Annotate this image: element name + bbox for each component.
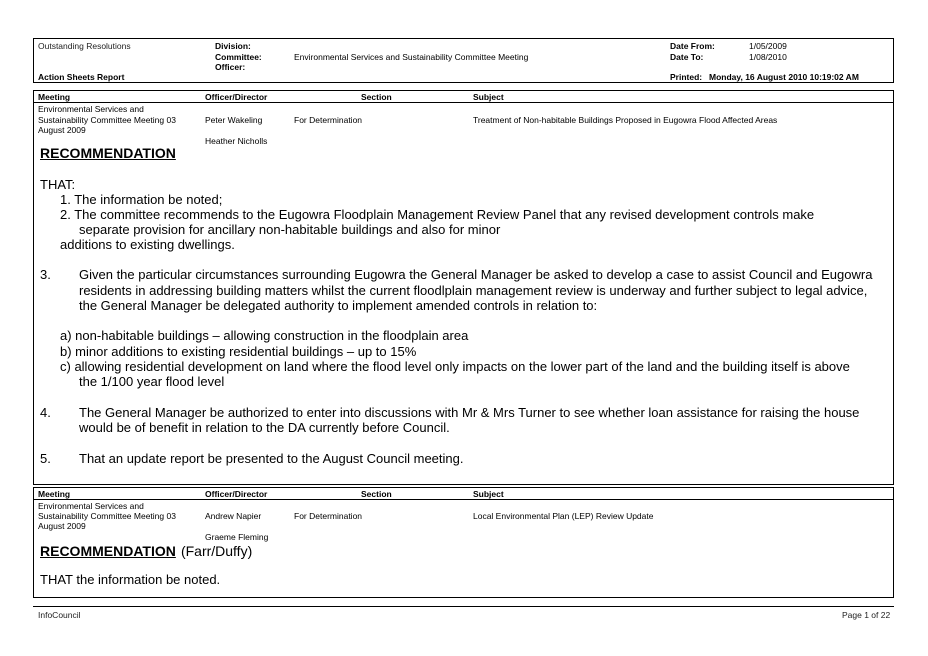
- col-section: Section: [361, 489, 392, 499]
- date-from-value: 1/05/2009: [749, 41, 787, 51]
- printed-value: Monday, 16 August 2010 10:19:02 AM: [709, 72, 859, 82]
- page-number: Page 1 of 22: [842, 610, 891, 620]
- subject-value: Treatment of Non-habitable Buildings Proposed in Eugowra Flood Affected Areas: [473, 115, 778, 125]
- body-line: That an update report be presented to the August Council meeting.: [79, 451, 464, 466]
- body-line: would be of benefit in relation to the DA currently before Council.: [79, 420, 450, 435]
- item-number: 4.: [40, 405, 51, 420]
- officer-name: Graeme Fleming: [205, 532, 269, 542]
- report-name: Outstanding Resolutions: [38, 41, 131, 51]
- col-officer: Officer/Director: [205, 489, 268, 499]
- column-header-row: [34, 488, 893, 500]
- division-label: Division:: [215, 41, 251, 51]
- col-subject: Subject: [473, 92, 504, 102]
- recommendation-movers: (Farr/Duffy): [180, 543, 253, 559]
- officer-name: Peter Wakeling: [205, 115, 263, 125]
- committee-label: Committee:: [215, 52, 262, 62]
- body-line: additions to existing dwellings.: [60, 237, 235, 252]
- body-line: the General Manager be delegated authority to implement amended controls in relation to:: [79, 298, 598, 313]
- item-number: 3.: [40, 267, 51, 282]
- meeting-line: August 2009: [38, 521, 86, 531]
- body-line: 2. The committee recommends to the Eugowra Floodplain Management Review Panel that any revised development controls make: [60, 207, 815, 222]
- officer-name: Andrew Napier: [205, 511, 262, 521]
- meeting-line: August 2009: [38, 125, 86, 135]
- meeting-line: Sustainability Committee Meeting 03: [38, 511, 176, 521]
- date-to-value: 1/08/2010: [749, 52, 787, 62]
- col-meeting: Meeting: [38, 489, 71, 499]
- footer-divider: [33, 606, 894, 607]
- officer-name: Heather Nicholls: [205, 136, 268, 146]
- column-header-row: [34, 91, 893, 103]
- body-line: separate provision for ancillary non-habitable buildings and also for minor: [79, 222, 501, 237]
- footer-left: InfoCouncil: [38, 610, 81, 620]
- report-type: Action Sheets Report: [38, 72, 125, 82]
- body-line: the 1/100 year flood level: [79, 374, 225, 389]
- col-section: Section: [361, 92, 392, 102]
- body-line: c) allowing residential development on land where the flood level only impacts on the lower part of the land and the building itself is above: [60, 359, 850, 374]
- recommendation-heading: RECOMMENDATION: [40, 145, 176, 161]
- recommendation-heading: RECOMMENDATION: [40, 543, 176, 559]
- body-line: 1. The information be noted;: [60, 192, 223, 207]
- section-value: For Determination: [294, 511, 363, 521]
- body-line: residents in addressing building matters whilst the current floodlplain management review is underway and further subject to legal advice,: [79, 283, 868, 298]
- body-line: b) minor additions to existing residential buildings – up to 15%: [60, 344, 417, 359]
- subject-value: Local Environmental Plan (LEP) Review Update: [473, 511, 654, 521]
- meeting-line: Sustainability Committee Meeting 03: [38, 115, 176, 125]
- col-subject: Subject: [473, 489, 504, 499]
- officer-label: Officer:: [215, 62, 246, 72]
- col-officer: Officer/Director: [205, 92, 268, 102]
- body-line: THAT the information be noted.: [40, 572, 221, 587]
- meeting-line: Environmental Services and: [38, 104, 144, 114]
- body-line: THAT:: [40, 177, 76, 192]
- body-line: The General Manager be authorized to enter into discussions with Mr & Mrs Turner to see whether loan assistance for raising the house: [79, 405, 860, 420]
- date-to-label: Date To:: [670, 52, 704, 62]
- date-from-label: Date From:: [670, 41, 715, 51]
- body-line: a) non-habitable buildings – allowing construction in the floodplain area: [60, 328, 469, 343]
- printed-label: Printed:: [670, 72, 703, 82]
- committee-value: Environmental Services and Sustainability Committee Meeting: [294, 52, 529, 62]
- section-value: For Determination: [294, 115, 363, 125]
- recommendation-row: [40, 541, 252, 560]
- col-meeting: Meeting: [38, 92, 71, 102]
- meeting-line: Environmental Services and: [38, 501, 144, 511]
- body-line: Given the particular circumstances surrounding Eugowra the General Manager be asked to develop a case to assist Council and Eugowra: [79, 267, 873, 282]
- item-number: 5.: [40, 451, 51, 466]
